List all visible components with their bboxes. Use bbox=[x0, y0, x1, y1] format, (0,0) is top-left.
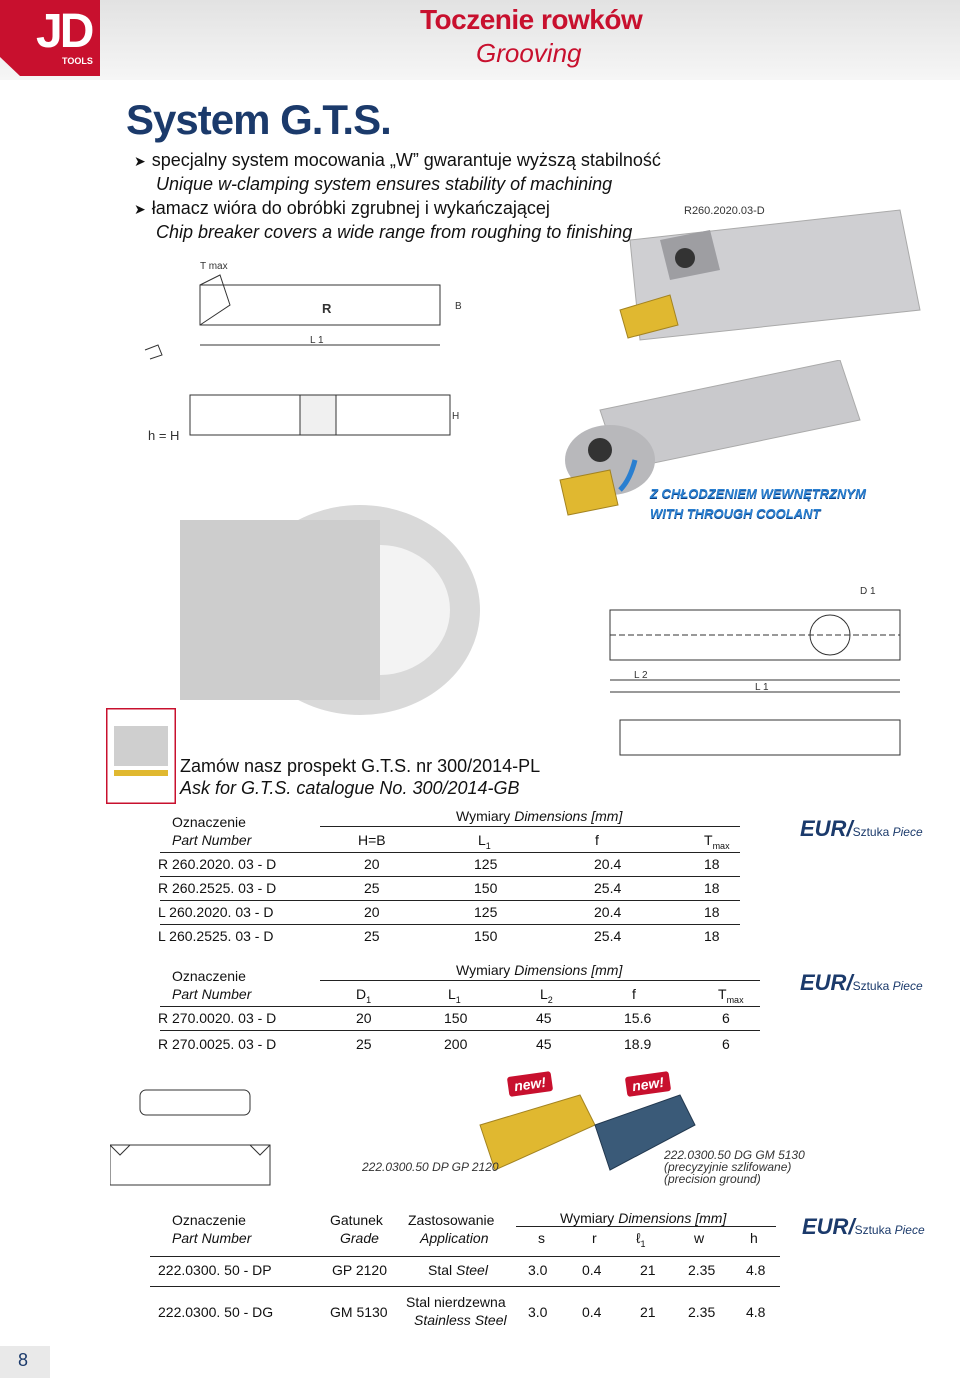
t3-col-w: w bbox=[694, 1230, 705, 1246]
t1-col-tmax: $T_{max}$ bbox=[704, 832, 730, 851]
coolant-callout: Z CHŁODZENIEM WEWNĘTRZNYM WITH THROUGH COOLANT bbox=[650, 486, 866, 521]
t2-rule bbox=[160, 1030, 760, 1031]
insert-dg-caption-2: (precyzyjnie szlifowane) bbox=[664, 1160, 792, 1174]
insert-dg-caption-1: 222.0300.50 DG GM 5130 bbox=[664, 1148, 805, 1162]
t2-wymiary: Wymiary Dimensions [mm] bbox=[456, 962, 623, 978]
svg-text:L 1: L 1 bbox=[310, 335, 324, 346]
page-title-pl: Toczenie rowków bbox=[420, 4, 643, 35]
insert-dg-caption-3: (precision ground) bbox=[664, 1172, 761, 1186]
t1-rule bbox=[160, 876, 740, 877]
new-badge: new! bbox=[507, 1071, 553, 1097]
boring-bar-drawing bbox=[540, 580, 950, 760]
t3-col-r: r bbox=[592, 1230, 597, 1246]
holder-r260-image bbox=[600, 200, 930, 350]
t1-rule bbox=[160, 924, 740, 925]
workpiece-image bbox=[60, 480, 480, 720]
new-badge: new! bbox=[625, 1071, 671, 1097]
t1-oznaczenie: Oznaczenie bbox=[172, 814, 246, 830]
t1-rule bbox=[160, 852, 740, 853]
t1-part-number: Part Number bbox=[172, 832, 252, 848]
t2-oznaczenie: Oznaczenie bbox=[172, 968, 246, 984]
t1-col-l1: $L_1$ bbox=[478, 832, 491, 851]
t3-part-number: Part Number bbox=[172, 1230, 252, 1246]
t2-eur-header: EUR/Sztuka Piece bbox=[800, 970, 923, 995]
t3-grade: Grade bbox=[340, 1230, 379, 1246]
insert-dp-caption: 222.0300.50 DP GP 2120 bbox=[362, 1160, 499, 1174]
t3-col-s: s bbox=[538, 1230, 545, 1246]
bullet-1-en: Unique w-clamping system ensures stability of machining bbox=[156, 174, 613, 194]
t3-oznaczenie: Oznaczenie bbox=[172, 1212, 246, 1228]
svg-text:D 1: D 1 bbox=[860, 586, 876, 597]
t2-rule bbox=[160, 1006, 760, 1007]
svg-text:B: B bbox=[455, 301, 462, 312]
svg-text:L 2: L 2 bbox=[634, 670, 648, 681]
t1-eur-header: EUR/Sztuka Piece bbox=[800, 816, 923, 841]
bullet-1-pl: ➤ specjalny system mocowania „W” gwarantuje wyższą stabilność bbox=[134, 150, 661, 170]
t2-col-l1: $L_1$ bbox=[448, 986, 461, 1005]
t2-col-f: f bbox=[632, 986, 636, 1002]
t2-col-l2: $L_2$ bbox=[540, 986, 553, 1005]
t2-col-d1: $D_1$ bbox=[356, 986, 372, 1005]
bullet-2-pl: ➤ łamacz wióra do obróbki zgrubnej i wykańczającej bbox=[134, 198, 550, 218]
logo-subtext: TOOLS bbox=[62, 56, 93, 66]
t3-col-l: ℓ$_1$ bbox=[636, 1230, 646, 1249]
t3-rule bbox=[150, 1286, 780, 1287]
t1-rule bbox=[160, 900, 740, 901]
t3-eur-header: EUR/Sztuka Piece bbox=[802, 1214, 925, 1239]
system-title: System G.T.S. bbox=[126, 96, 391, 143]
t2-header-rule bbox=[320, 980, 760, 981]
holder-r260-label: R260.2020.03-D bbox=[684, 205, 765, 217]
t3-zastosowanie: Zastosowanie bbox=[408, 1212, 495, 1228]
page-number: 8 bbox=[18, 1350, 29, 1370]
svg-text:H: H bbox=[452, 411, 460, 422]
catalog-thumbnail bbox=[106, 708, 176, 804]
t3-gatunek: Gatunek bbox=[330, 1212, 383, 1228]
arrow-icon: ➤ bbox=[134, 153, 146, 169]
t3-application: Application bbox=[420, 1230, 489, 1246]
prospect-en: Ask for G.T.S. catalogue No. 300/2014-GB bbox=[180, 778, 520, 798]
t2-part-number: Part Number bbox=[172, 986, 252, 1002]
svg-text:R: R bbox=[322, 301, 332, 316]
t1-wymiary: Wymiary Dimensions [mm] bbox=[456, 808, 623, 824]
page-number-tab bbox=[0, 1346, 50, 1378]
arrow-icon: ➤ bbox=[134, 201, 146, 217]
svg-text:L 1: L 1 bbox=[755, 682, 769, 693]
t1-col-hb: H=B bbox=[358, 832, 386, 848]
t2-col-tmax: $T_{max}$ bbox=[718, 986, 744, 1005]
t3-rule bbox=[150, 1256, 780, 1257]
insert-drawing bbox=[110, 1075, 290, 1190]
t3-wymiary: Wymiary Dimensions [mm] bbox=[560, 1210, 727, 1226]
page-title-en: Grooving bbox=[476, 38, 582, 68]
prospect-pl: Zamów nasz prospekt G.T.S. nr 300/2014-PL bbox=[180, 756, 541, 776]
svg-text:h = H: h = H bbox=[148, 428, 180, 443]
svg-text:T max: T max bbox=[200, 261, 228, 272]
t3-header-rule bbox=[516, 1226, 776, 1227]
bullet-2-en: Chip breaker covers a wide range from roughing to finishing bbox=[156, 222, 633, 242]
t1-col-f: f bbox=[595, 832, 599, 848]
t1-header-rule bbox=[320, 826, 740, 827]
holder-r260-drawing bbox=[110, 255, 480, 445]
t3-col-h: h bbox=[750, 1230, 758, 1246]
logo-text: JD bbox=[36, 5, 92, 58]
